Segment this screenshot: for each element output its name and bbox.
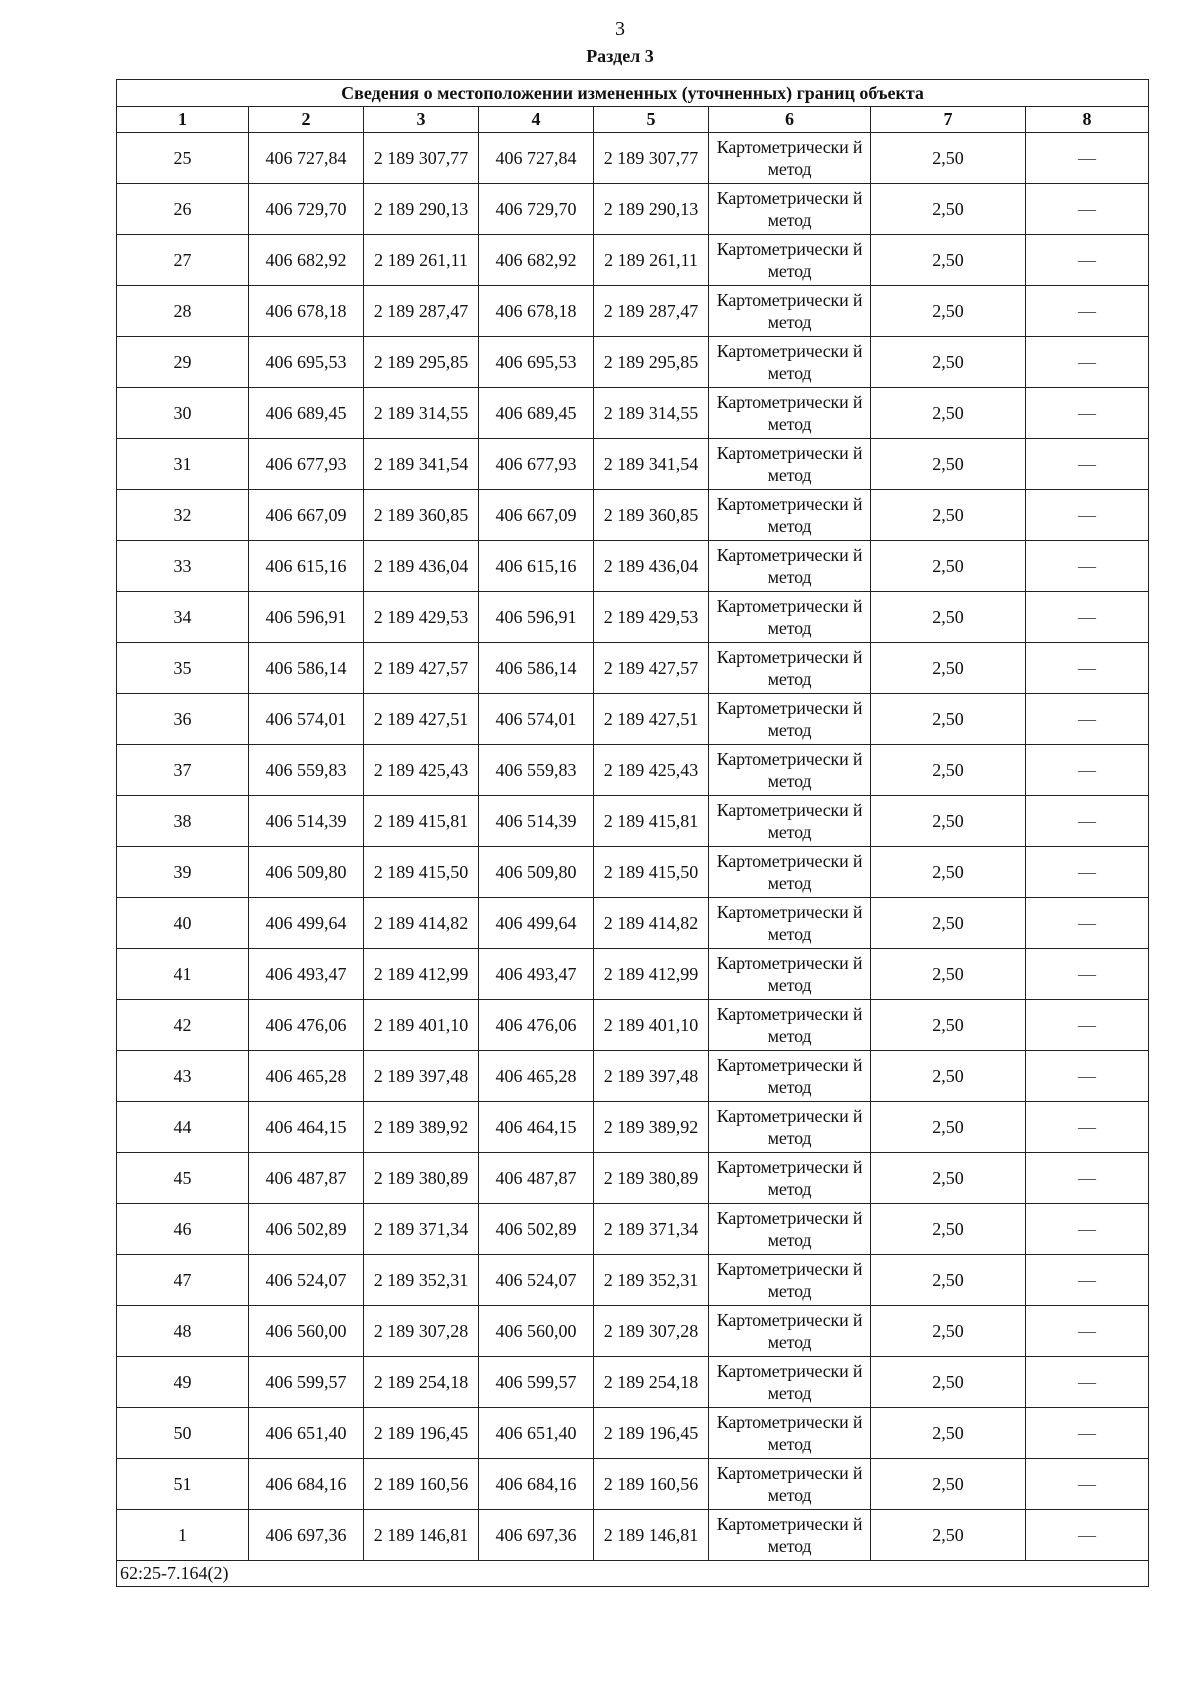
table-row: [117, 796, 1149, 847]
y-coordinate-cell: 2 189 371,34: [594, 1204, 709, 1255]
x-coordinate-cell: 406 509,80: [249, 847, 364, 898]
table-row: [117, 1306, 1149, 1357]
y-coordinate-cell: 2 189 352,31: [594, 1255, 709, 1306]
accuracy-cell: 2,50: [871, 949, 1026, 1000]
y-coordinate-cell: 2 189 307,77: [594, 133, 709, 184]
column-number: 7: [871, 107, 1026, 133]
dash-cell: —: [1026, 541, 1149, 592]
y-coordinate-cell: 2 189 427,51: [594, 694, 709, 745]
dash-cell: —: [1026, 235, 1149, 286]
point-number-cell: 34: [117, 592, 249, 643]
dash-cell: —: [1026, 643, 1149, 694]
y-coordinate-cell: 2 189 429,53: [364, 592, 479, 643]
point-number-cell: 48: [117, 1306, 249, 1357]
method-cell: Картометрически й метод: [709, 184, 871, 235]
point-number-cell: 51: [117, 1459, 249, 1510]
x-coordinate-cell: 406 499,64: [479, 898, 594, 949]
accuracy-cell: 2,50: [871, 1357, 1026, 1408]
y-coordinate-cell: 2 189 287,47: [364, 286, 479, 337]
accuracy-cell: 2,50: [871, 235, 1026, 286]
accuracy-cell: 2,50: [871, 286, 1026, 337]
point-number-cell: 26: [117, 184, 249, 235]
y-coordinate-cell: 2 189 290,13: [594, 184, 709, 235]
dash-cell: —: [1026, 796, 1149, 847]
y-coordinate-cell: 2 189 389,92: [594, 1102, 709, 1153]
y-coordinate-cell: 2 189 397,48: [364, 1051, 479, 1102]
y-coordinate-cell: 2 189 352,31: [364, 1255, 479, 1306]
point-number-cell: 30: [117, 388, 249, 439]
y-coordinate-cell: 2 189 295,85: [364, 337, 479, 388]
x-coordinate-cell: 406 465,28: [479, 1051, 594, 1102]
dash-cell: —: [1026, 745, 1149, 796]
method-cell: Картометрически й метод: [709, 1255, 871, 1306]
method-cell: Картометрически й метод: [709, 949, 871, 1000]
y-coordinate-cell: 2 189 290,13: [364, 184, 479, 235]
method-cell: Картометрически й метод: [709, 796, 871, 847]
y-coordinate-cell: 2 189 360,85: [594, 490, 709, 541]
x-coordinate-cell: 406 651,40: [479, 1408, 594, 1459]
x-coordinate-cell: 406 574,01: [249, 694, 364, 745]
accuracy-cell: 2,50: [871, 592, 1026, 643]
y-coordinate-cell: 2 189 401,10: [594, 1000, 709, 1051]
x-coordinate-cell: 406 667,09: [479, 490, 594, 541]
y-coordinate-cell: 2 189 414,82: [364, 898, 479, 949]
point-number-cell: 28: [117, 286, 249, 337]
x-coordinate-cell: 406 493,47: [249, 949, 364, 1000]
method-cell: Картометрически й метод: [709, 694, 871, 745]
x-coordinate-cell: 406 677,93: [249, 439, 364, 490]
x-coordinate-cell: 406 678,18: [249, 286, 364, 337]
x-coordinate-cell: 406 727,84: [249, 133, 364, 184]
table-row: [117, 745, 1149, 796]
table-row: [117, 133, 1149, 184]
dash-cell: —: [1026, 1153, 1149, 1204]
x-coordinate-cell: 406 509,80: [479, 847, 594, 898]
x-coordinate-cell: 406 476,06: [249, 1000, 364, 1051]
x-coordinate-cell: 406 697,36: [479, 1510, 594, 1561]
point-number-cell: 50: [117, 1408, 249, 1459]
method-cell: Картометрически й метод: [709, 490, 871, 541]
column-number: 8: [1026, 107, 1149, 133]
y-coordinate-cell: 2 189 412,99: [364, 949, 479, 1000]
x-coordinate-cell: 406 684,16: [479, 1459, 594, 1510]
y-coordinate-cell: 2 189 397,48: [594, 1051, 709, 1102]
section-title: Раздел 3: [586, 46, 654, 66]
point-number-cell: 49: [117, 1357, 249, 1408]
x-coordinate-cell: 406 487,87: [479, 1153, 594, 1204]
y-coordinate-cell: 2 189 389,92: [364, 1102, 479, 1153]
y-coordinate-cell: 2 189 415,81: [594, 796, 709, 847]
table-row: [117, 490, 1149, 541]
method-cell: Картометрически й метод: [709, 1357, 871, 1408]
y-coordinate-cell: 2 189 371,34: [364, 1204, 479, 1255]
y-coordinate-cell: 2 189 412,99: [594, 949, 709, 1000]
method-cell: Картометрически й метод: [709, 1459, 871, 1510]
method-cell: Картометрически й метод: [709, 592, 871, 643]
y-coordinate-cell: 2 189 254,18: [364, 1357, 479, 1408]
x-coordinate-cell: 406 684,16: [249, 1459, 364, 1510]
point-number-cell: 38: [117, 796, 249, 847]
column-number: 1: [117, 107, 249, 133]
accuracy-cell: 2,50: [871, 1102, 1026, 1153]
dash-cell: —: [1026, 1357, 1149, 1408]
dash-cell: —: [1026, 1051, 1149, 1102]
x-coordinate-cell: 406 476,06: [479, 1000, 594, 1051]
x-coordinate-cell: 406 695,53: [479, 337, 594, 388]
table-row: [117, 1510, 1149, 1561]
y-coordinate-cell: 2 189 380,89: [364, 1153, 479, 1204]
x-coordinate-cell: 406 524,07: [249, 1255, 364, 1306]
column-number: 5: [594, 107, 709, 133]
table-row: [117, 898, 1149, 949]
dash-cell: —: [1026, 1306, 1149, 1357]
point-number-cell: 36: [117, 694, 249, 745]
y-coordinate-cell: 2 189 414,82: [594, 898, 709, 949]
method-cell: Картометрически й метод: [709, 1510, 871, 1561]
dash-cell: —: [1026, 847, 1149, 898]
x-coordinate-cell: 406 599,57: [249, 1357, 364, 1408]
y-coordinate-cell: 2 189 314,55: [364, 388, 479, 439]
x-coordinate-cell: 406 487,87: [249, 1153, 364, 1204]
y-coordinate-cell: 2 189 261,11: [364, 235, 479, 286]
dash-cell: —: [1026, 1102, 1149, 1153]
method-cell: Картометрически й метод: [709, 541, 871, 592]
y-coordinate-cell: 2 189 436,04: [364, 541, 479, 592]
method-cell: Картометрически й метод: [709, 1408, 871, 1459]
table-row: [117, 337, 1149, 388]
x-coordinate-cell: 406 727,84: [479, 133, 594, 184]
x-coordinate-cell: 406 596,91: [479, 592, 594, 643]
point-number-cell: 45: [117, 1153, 249, 1204]
point-number-cell: 41: [117, 949, 249, 1000]
table-row: [117, 439, 1149, 490]
point-number-cell: 39: [117, 847, 249, 898]
dash-cell: —: [1026, 184, 1149, 235]
x-coordinate-cell: 406 667,09: [249, 490, 364, 541]
point-number-cell: 25: [117, 133, 249, 184]
boundary-coordinates-table: [116, 79, 1149, 1587]
y-coordinate-cell: 2 189 425,43: [364, 745, 479, 796]
dash-cell: —: [1026, 1510, 1149, 1561]
table-row: [117, 388, 1149, 439]
x-coordinate-cell: 406 689,45: [249, 388, 364, 439]
x-coordinate-cell: 406 682,92: [479, 235, 594, 286]
y-coordinate-cell: 2 189 196,45: [364, 1408, 479, 1459]
y-coordinate-cell: 2 189 427,57: [594, 643, 709, 694]
cadastral-number-footer: 62:25-7.164(2): [117, 1561, 1149, 1587]
table-row: [117, 541, 1149, 592]
x-coordinate-cell: 406 729,70: [479, 184, 594, 235]
accuracy-cell: 2,50: [871, 796, 1026, 847]
column-number: 3: [364, 107, 479, 133]
y-coordinate-cell: 2 189 429,53: [594, 592, 709, 643]
y-coordinate-cell: 2 189 341,54: [594, 439, 709, 490]
method-cell: Картометрически й метод: [709, 439, 871, 490]
table-row: [117, 1459, 1149, 1510]
x-coordinate-cell: 406 502,89: [479, 1204, 594, 1255]
y-coordinate-cell: 2 189 307,28: [594, 1306, 709, 1357]
y-coordinate-cell: 2 189 160,56: [364, 1459, 479, 1510]
method-cell: Картометрически й метод: [709, 133, 871, 184]
method-cell: Картометрически й метод: [709, 898, 871, 949]
x-coordinate-cell: 406 697,36: [249, 1510, 364, 1561]
accuracy-cell: 2,50: [871, 337, 1026, 388]
accuracy-cell: 2,50: [871, 541, 1026, 592]
x-coordinate-cell: 406 493,47: [479, 949, 594, 1000]
dash-cell: —: [1026, 388, 1149, 439]
x-coordinate-cell: 406 615,16: [479, 541, 594, 592]
point-number-cell: 40: [117, 898, 249, 949]
x-coordinate-cell: 406 586,14: [249, 643, 364, 694]
y-coordinate-cell: 2 189 415,50: [594, 847, 709, 898]
y-coordinate-cell: 2 189 261,11: [594, 235, 709, 286]
x-coordinate-cell: 406 677,93: [479, 439, 594, 490]
accuracy-cell: 2,50: [871, 184, 1026, 235]
accuracy-cell: 2,50: [871, 694, 1026, 745]
y-coordinate-cell: 2 189 307,28: [364, 1306, 479, 1357]
dash-cell: —: [1026, 439, 1149, 490]
dash-cell: —: [1026, 1204, 1149, 1255]
table-row: [117, 1255, 1149, 1306]
x-coordinate-cell: 406 729,70: [249, 184, 364, 235]
point-number-cell: 27: [117, 235, 249, 286]
method-cell: Картометрически й метод: [709, 337, 871, 388]
dash-cell: —: [1026, 1408, 1149, 1459]
dash-cell: —: [1026, 592, 1149, 643]
point-number-cell: 37: [117, 745, 249, 796]
column-number: 4: [479, 107, 594, 133]
table-row: [117, 184, 1149, 235]
y-coordinate-cell: 2 189 415,50: [364, 847, 479, 898]
accuracy-cell: 2,50: [871, 1408, 1026, 1459]
table-row: [117, 1051, 1149, 1102]
method-cell: Картометрически й метод: [709, 1000, 871, 1051]
dash-cell: —: [1026, 1255, 1149, 1306]
accuracy-cell: 2,50: [871, 439, 1026, 490]
x-coordinate-cell: 406 596,91: [249, 592, 364, 643]
x-coordinate-cell: 406 502,89: [249, 1204, 364, 1255]
accuracy-cell: 2,50: [871, 1459, 1026, 1510]
dash-cell: —: [1026, 898, 1149, 949]
accuracy-cell: 2,50: [871, 388, 1026, 439]
method-cell: Картометрически й метод: [709, 1153, 871, 1204]
accuracy-cell: 2,50: [871, 898, 1026, 949]
column-number: 6: [709, 107, 871, 133]
method-cell: Картометрически й метод: [709, 235, 871, 286]
x-coordinate-cell: 406 524,07: [479, 1255, 594, 1306]
x-coordinate-cell: 406 559,83: [479, 745, 594, 796]
accuracy-cell: 2,50: [871, 133, 1026, 184]
y-coordinate-cell: 2 189 341,54: [364, 439, 479, 490]
dash-cell: —: [1026, 1000, 1149, 1051]
accuracy-cell: 2,50: [871, 1153, 1026, 1204]
point-number-cell: 44: [117, 1102, 249, 1153]
column-number-row: [117, 107, 1149, 133]
method-cell: Картометрически й метод: [709, 1102, 871, 1153]
x-coordinate-cell: 406 514,39: [249, 796, 364, 847]
dash-cell: —: [1026, 133, 1149, 184]
point-number-cell: 35: [117, 643, 249, 694]
page-number: 3: [615, 18, 625, 40]
x-coordinate-cell: 406 651,40: [249, 1408, 364, 1459]
table-row: [117, 235, 1149, 286]
method-cell: Картометрически й метод: [709, 388, 871, 439]
table-row: [117, 643, 1149, 694]
accuracy-cell: 2,50: [871, 1510, 1026, 1561]
method-cell: Картометрически й метод: [709, 286, 871, 337]
y-coordinate-cell: 2 189 254,18: [594, 1357, 709, 1408]
accuracy-cell: 2,50: [871, 643, 1026, 694]
x-coordinate-cell: 406 599,57: [479, 1357, 594, 1408]
table-row: [117, 1153, 1149, 1204]
x-coordinate-cell: 406 678,18: [479, 286, 594, 337]
table-row: [117, 1357, 1149, 1408]
method-cell: Картометрически й метод: [709, 847, 871, 898]
accuracy-cell: 2,50: [871, 1255, 1026, 1306]
accuracy-cell: 2,50: [871, 1306, 1026, 1357]
point-number-cell: 33: [117, 541, 249, 592]
dash-cell: —: [1026, 1459, 1149, 1510]
accuracy-cell: 2,50: [871, 1204, 1026, 1255]
accuracy-cell: 2,50: [871, 490, 1026, 541]
method-cell: Картометрически й метод: [709, 643, 871, 694]
point-number-cell: 42: [117, 1000, 249, 1051]
y-coordinate-cell: 2 189 415,81: [364, 796, 479, 847]
accuracy-cell: 2,50: [871, 1000, 1026, 1051]
y-coordinate-cell: 2 189 146,81: [364, 1510, 479, 1561]
table-row: [117, 1000, 1149, 1051]
point-number-cell: 1: [117, 1510, 249, 1561]
table-row: [117, 847, 1149, 898]
method-cell: Картометрически й метод: [709, 1306, 871, 1357]
point-number-cell: 43: [117, 1051, 249, 1102]
y-coordinate-cell: 2 189 360,85: [364, 490, 479, 541]
x-coordinate-cell: 406 689,45: [479, 388, 594, 439]
x-coordinate-cell: 406 464,15: [479, 1102, 594, 1153]
point-number-cell: 29: [117, 337, 249, 388]
accuracy-cell: 2,50: [871, 847, 1026, 898]
accuracy-cell: 2,50: [871, 1051, 1026, 1102]
table-row: [117, 592, 1149, 643]
x-coordinate-cell: 406 560,00: [249, 1306, 364, 1357]
y-coordinate-cell: 2 189 295,85: [594, 337, 709, 388]
y-coordinate-cell: 2 189 380,89: [594, 1153, 709, 1204]
point-number-cell: 31: [117, 439, 249, 490]
dash-cell: —: [1026, 337, 1149, 388]
y-coordinate-cell: 2 189 314,55: [594, 388, 709, 439]
y-coordinate-cell: 2 189 146,81: [594, 1510, 709, 1561]
x-coordinate-cell: 406 465,28: [249, 1051, 364, 1102]
method-cell: Картометрически й метод: [709, 1051, 871, 1102]
column-number: 2: [249, 107, 364, 133]
x-coordinate-cell: 406 560,00: [479, 1306, 594, 1357]
y-coordinate-cell: 2 189 401,10: [364, 1000, 479, 1051]
x-coordinate-cell: 406 559,83: [249, 745, 364, 796]
dash-cell: —: [1026, 286, 1149, 337]
point-number-cell: 32: [117, 490, 249, 541]
dash-cell: —: [1026, 949, 1149, 1000]
x-coordinate-cell: 406 615,16: [249, 541, 364, 592]
method-cell: Картометрически й метод: [709, 745, 871, 796]
table-body: [117, 133, 1149, 1561]
y-coordinate-cell: 2 189 427,57: [364, 643, 479, 694]
table-row: [117, 1102, 1149, 1153]
y-coordinate-cell: 2 189 425,43: [594, 745, 709, 796]
accuracy-cell: 2,50: [871, 745, 1026, 796]
table-row: [117, 694, 1149, 745]
point-number-cell: 46: [117, 1204, 249, 1255]
table-caption: Сведения о местоположении измененных (уточненных) границ объекта: [117, 80, 1149, 107]
x-coordinate-cell: 406 499,64: [249, 898, 364, 949]
x-coordinate-cell: 406 514,39: [479, 796, 594, 847]
y-coordinate-cell: 2 189 160,56: [594, 1459, 709, 1510]
y-coordinate-cell: 2 189 196,45: [594, 1408, 709, 1459]
y-coordinate-cell: 2 189 307,77: [364, 133, 479, 184]
x-coordinate-cell: 406 586,14: [479, 643, 594, 694]
table-row: [117, 286, 1149, 337]
x-coordinate-cell: 406 682,92: [249, 235, 364, 286]
method-cell: Картометрически й метод: [709, 1204, 871, 1255]
table-row: [117, 1204, 1149, 1255]
table-row: [117, 1408, 1149, 1459]
y-coordinate-cell: 2 189 436,04: [594, 541, 709, 592]
y-coordinate-cell: 2 189 287,47: [594, 286, 709, 337]
x-coordinate-cell: 406 695,53: [249, 337, 364, 388]
x-coordinate-cell: 406 574,01: [479, 694, 594, 745]
dash-cell: —: [1026, 694, 1149, 745]
table-row: [117, 949, 1149, 1000]
dash-cell: —: [1026, 490, 1149, 541]
x-coordinate-cell: 406 464,15: [249, 1102, 364, 1153]
point-number-cell: 47: [117, 1255, 249, 1306]
y-coordinate-cell: 2 189 427,51: [364, 694, 479, 745]
